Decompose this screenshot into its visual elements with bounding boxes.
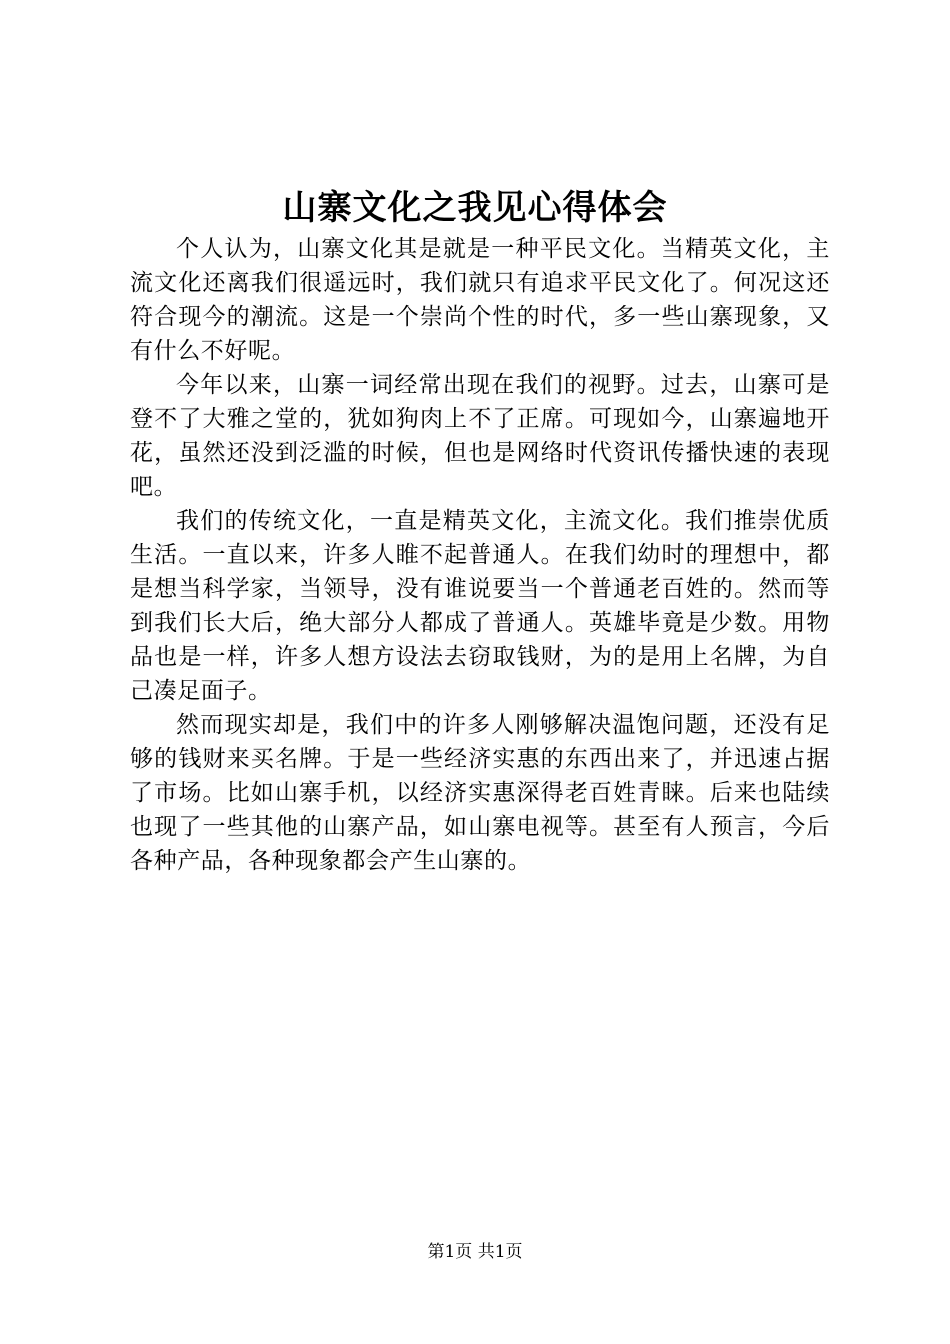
paragraph-3: 我们的传统文化，一直是精英文化，主流文化。我们推崇优质生活。一直以来，许多人睢不起普通人。在我们幼时的理想中，都是想当科学家，当领导，没有谁说要当一个普通老百姓的。然而等到我们长大后，绝大部分人都成了普通人。英雄毕竟是少数。用物品也是一样，许多人想方设法去窃取钱财，为的是用上名牌，为自己凑足面子。 (130, 508, 830, 704)
page-title: 山寨文化之我见心得体会 (282, 188, 668, 228)
paragraph-4: 然而现实却是，我们中的许多人刚够解决温饱问题，还没有足够的钱财来买名牌。于是一些经济实惠的东西出来了，并迅速占据了市场。比如山寨手机，以经济实惠深得老百姓青睐。后来也陆续也现了一些其他的山寨产品，如山寨电视等。甚至有人预言，今后各种产品，各种现象都会产生山寨的。 (130, 712, 830, 874)
paragraph-1: 个人认为，山寨文化其是就是一种平民文化。当精英文化，主流文化还离我们很遥远时，我们就只有追求平民文化了。何况这还符合现今的潮流。这是一个崇尚个性的时代，多一些山寨现象，又有什么不好呢。 (130, 236, 830, 364)
page-footer: 第1页 共1页 (427, 1242, 523, 1262)
document-body (130, 232, 830, 878)
paragraph-2: 今年以来，山寨一词经常出现在我们的视野。过去，山寨可是登不了大雅之堂的，犹如狗肉上不了正席。可现如今，山寨遍地开花，虽然还没到泛滥的时候，但也是网络时代资讯传播快速的表现吧。 (130, 372, 830, 500)
